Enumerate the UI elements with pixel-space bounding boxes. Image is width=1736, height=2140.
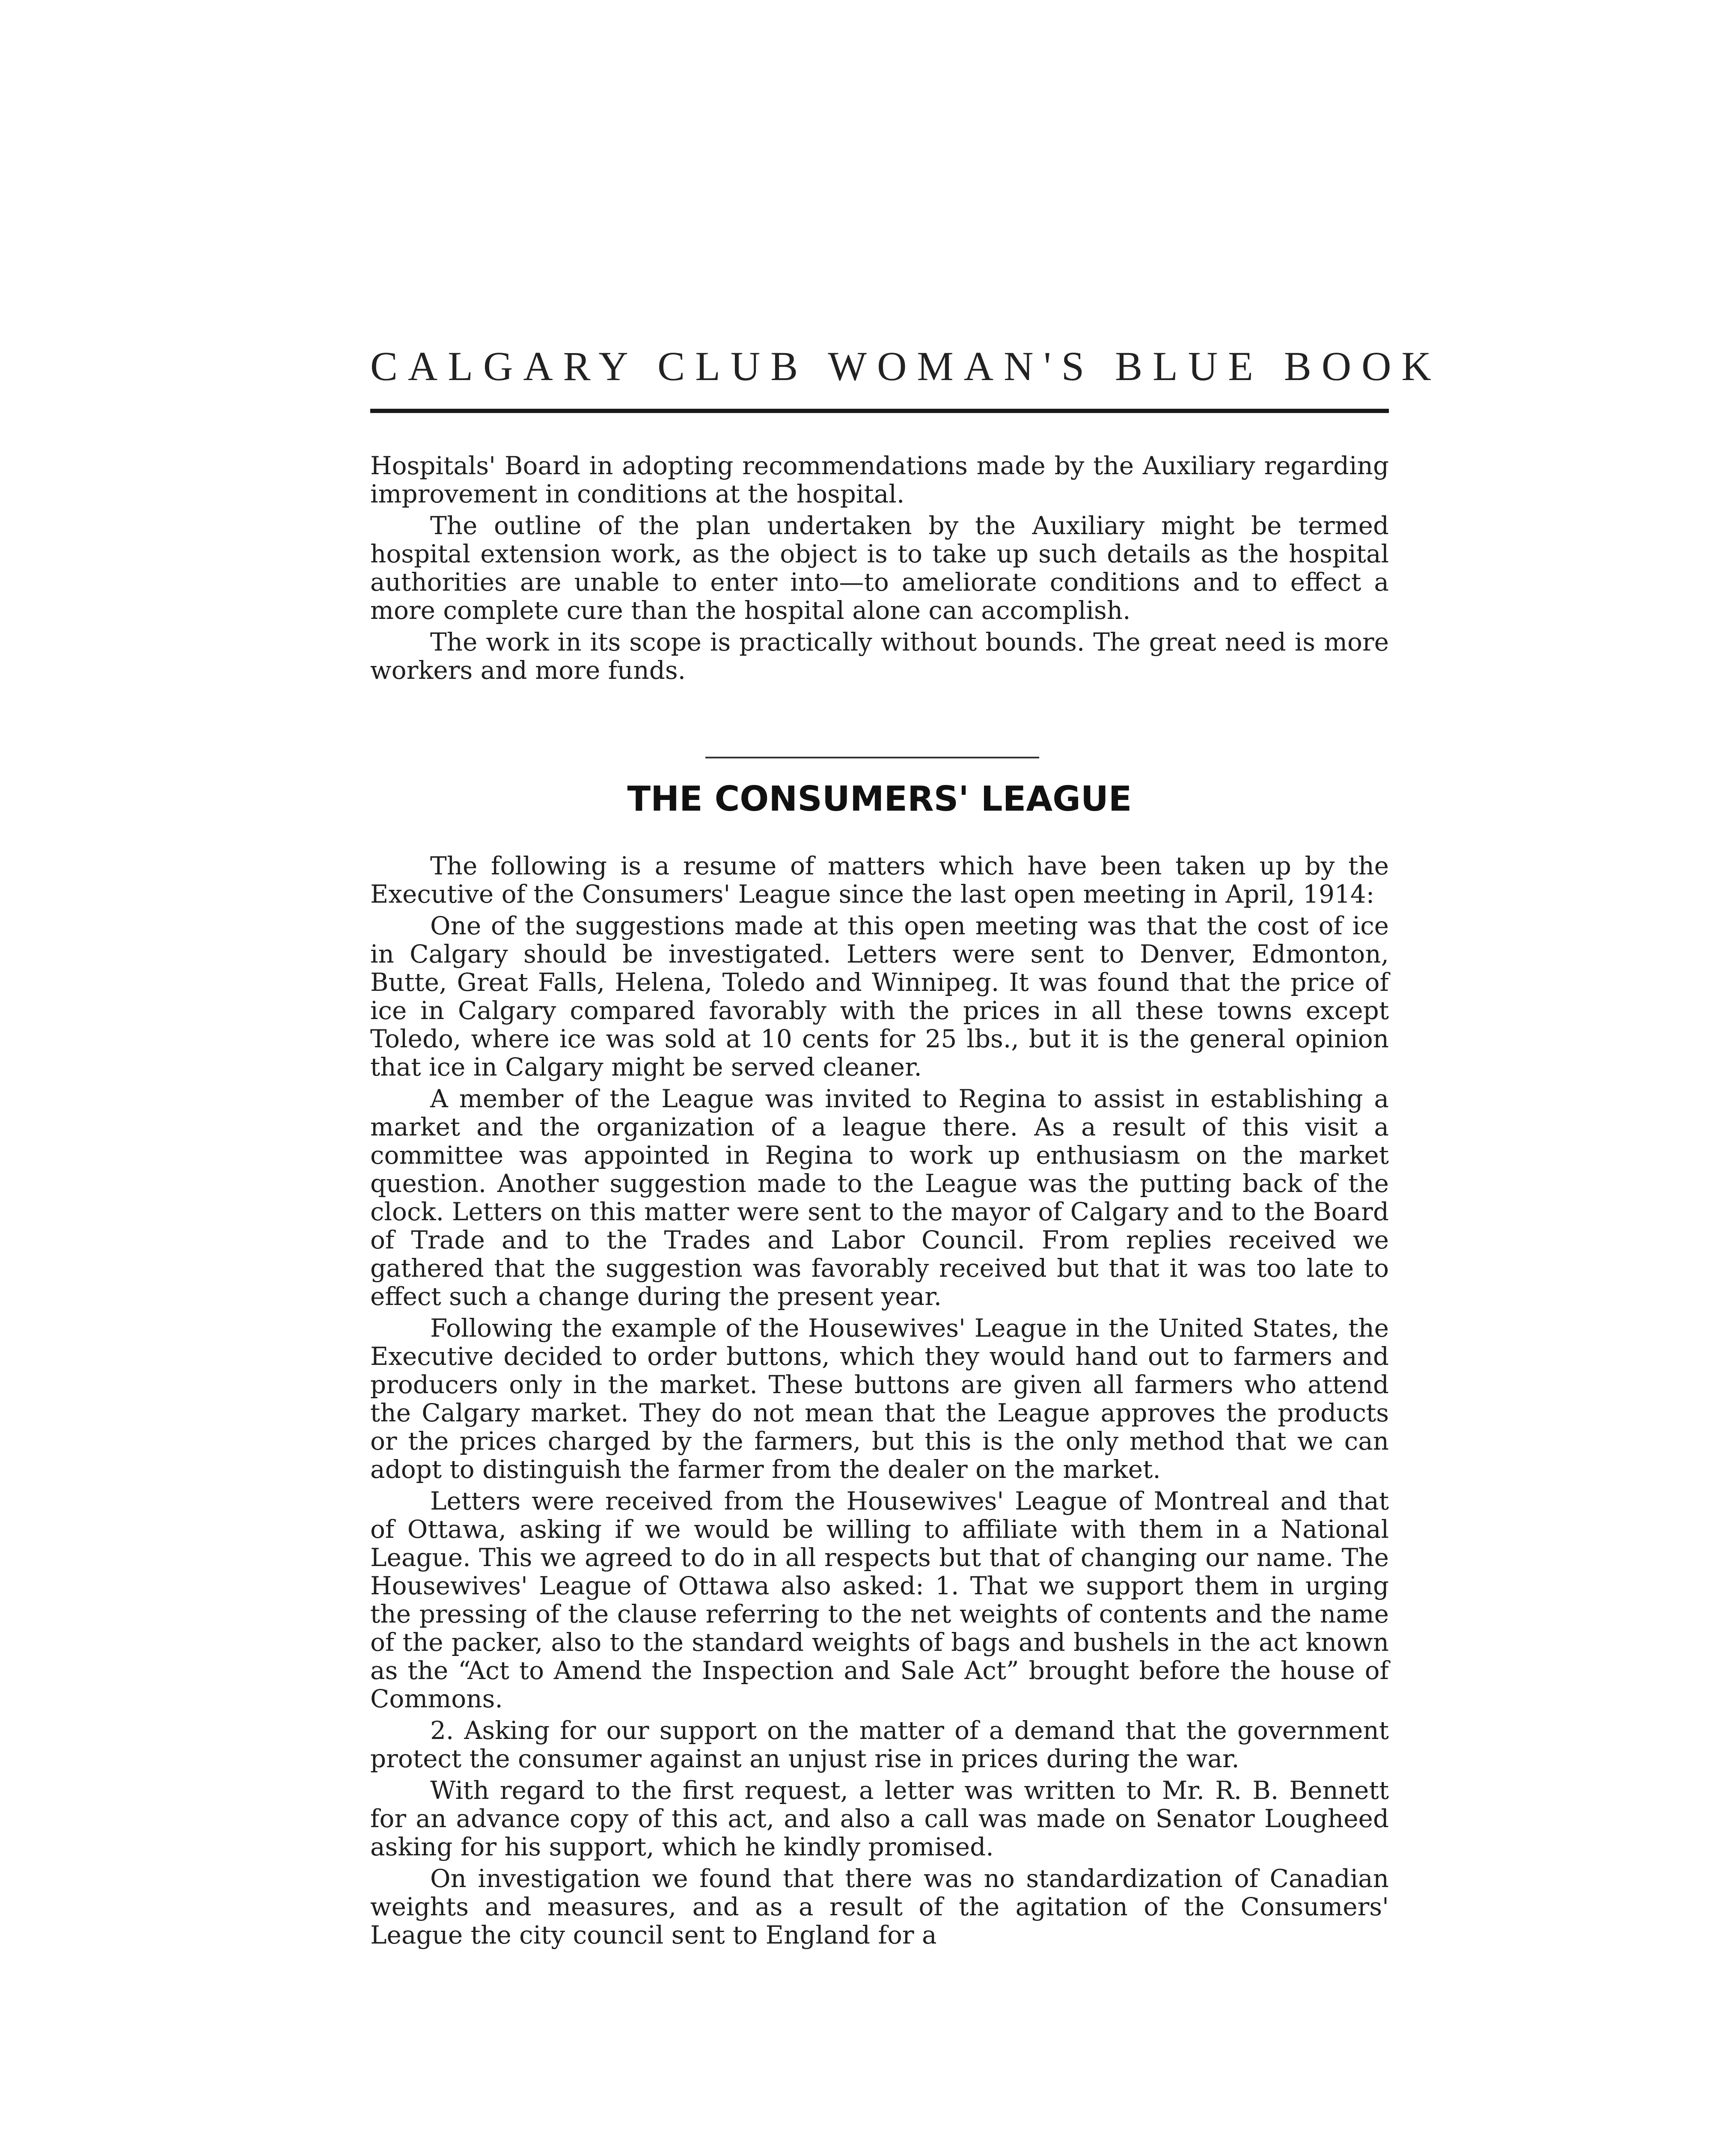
section-paragraph: Following the example of the Housewives' League in the United States, the Executive decided to order buttons, which they would hand out to farmers and producers only in the market. These buttons are given all farmers who attend the Calgary market. They do not mean that the League approves the products or the prices charged by the farmers, but this is the only method that we can adopt to distinguish the farmer from the dealer on the market. [370,1314,1389,1484]
section-title: THE CONSUMERS' LEAGUE [627,779,1132,819]
section-paragraph: A member of the League was invited to Regina to assist in establishing a market and the organization of a league there. As a result of this visit a committee was appointed in Regina to work up enthusiasm on the market question. Another suggestion made to the League was the putting back of the clock. Letters on this matter were sent to the mayor of Calgary and to the Board of Trade and to the Trades and Labor Council. From replies received we gathered that the suggestion was favorably received but that it was too late to effect such a change during the present year. [370,1084,1389,1311]
section-paragraph: The following is a resume of matters which have been taken up by the Executive of the Consumers' League since the last open meeting in April, 1914: [370,851,1389,909]
section-paragraph: On investigation we found that there was no standardization of Canadian weights and measures, and as a result of the agitation of the Consumers' League the city council sent to England for a [370,1864,1389,1950]
intro-paragraph: The work in its scope is practically without bounds. The great need is more workers and more funds. [370,627,1389,685]
section-divider [705,757,1039,758]
section-text [370,852,1389,1953]
intro-text [370,452,1389,688]
intro-paragraph: Hospitals' Board in adopting recommendations made by the Auxiliary regarding improvement in conditions at the hospital. [370,451,1389,508]
header-rule [370,409,1389,413]
section-paragraph: With regard to the first request, a letter was written to Mr. R. B. Bennett for an advance copy of this act, and also a call was made on Senator Lougheed asking for his support, which he kindly promised. [370,1776,1389,1861]
section-paragraph: 2. Asking for our support on the matter of a demand that the government protect the consumer against an unjust rise in prices during the war. [370,1716,1389,1773]
intro-paragraph: The outline of the plan undertaken by the Auxiliary might be termed hospital extension work, as the object is to take up such details as the hospital authorities are unable to enter into—to ameliorate conditions and to effect a more complete cure than the hospital alone can accomplish. [370,511,1389,625]
section-paragraph: One of the suggestions made at this open meeting was that the cost of ice in Calgary should be investigated. Letters were sent to Denver, Edmonton, Butte, Great Falls, Helena, Toledo and Winnipeg. It was found that the price of ice in Calgary compared favorably with the prices in all these towns except Toledo, where ice was sold at 10 cents for 25 lbs., but it is the general opinion that ice in Calgary might be served cleaner. [370,911,1389,1082]
section-paragraph: Letters were received from the Housewives' League of Montreal and that of Ottawa, asking if we would be willing to affiliate with them in a National League. This we agreed to do in all respects but that of changing our name. The Housewives' League of Ottawa also asked: 1. That we support them in urging the pressing of the clause referring to the net weights of contents and the name of the packer, also to the standard weights of bags and bushels in the act known as the “Act to Amend the Inspection and Sale Act” brought before the house of Commons. [370,1486,1389,1713]
running-head: CALGARY CLUB WOMAN'S BLUE BOOK [370,343,1442,389]
